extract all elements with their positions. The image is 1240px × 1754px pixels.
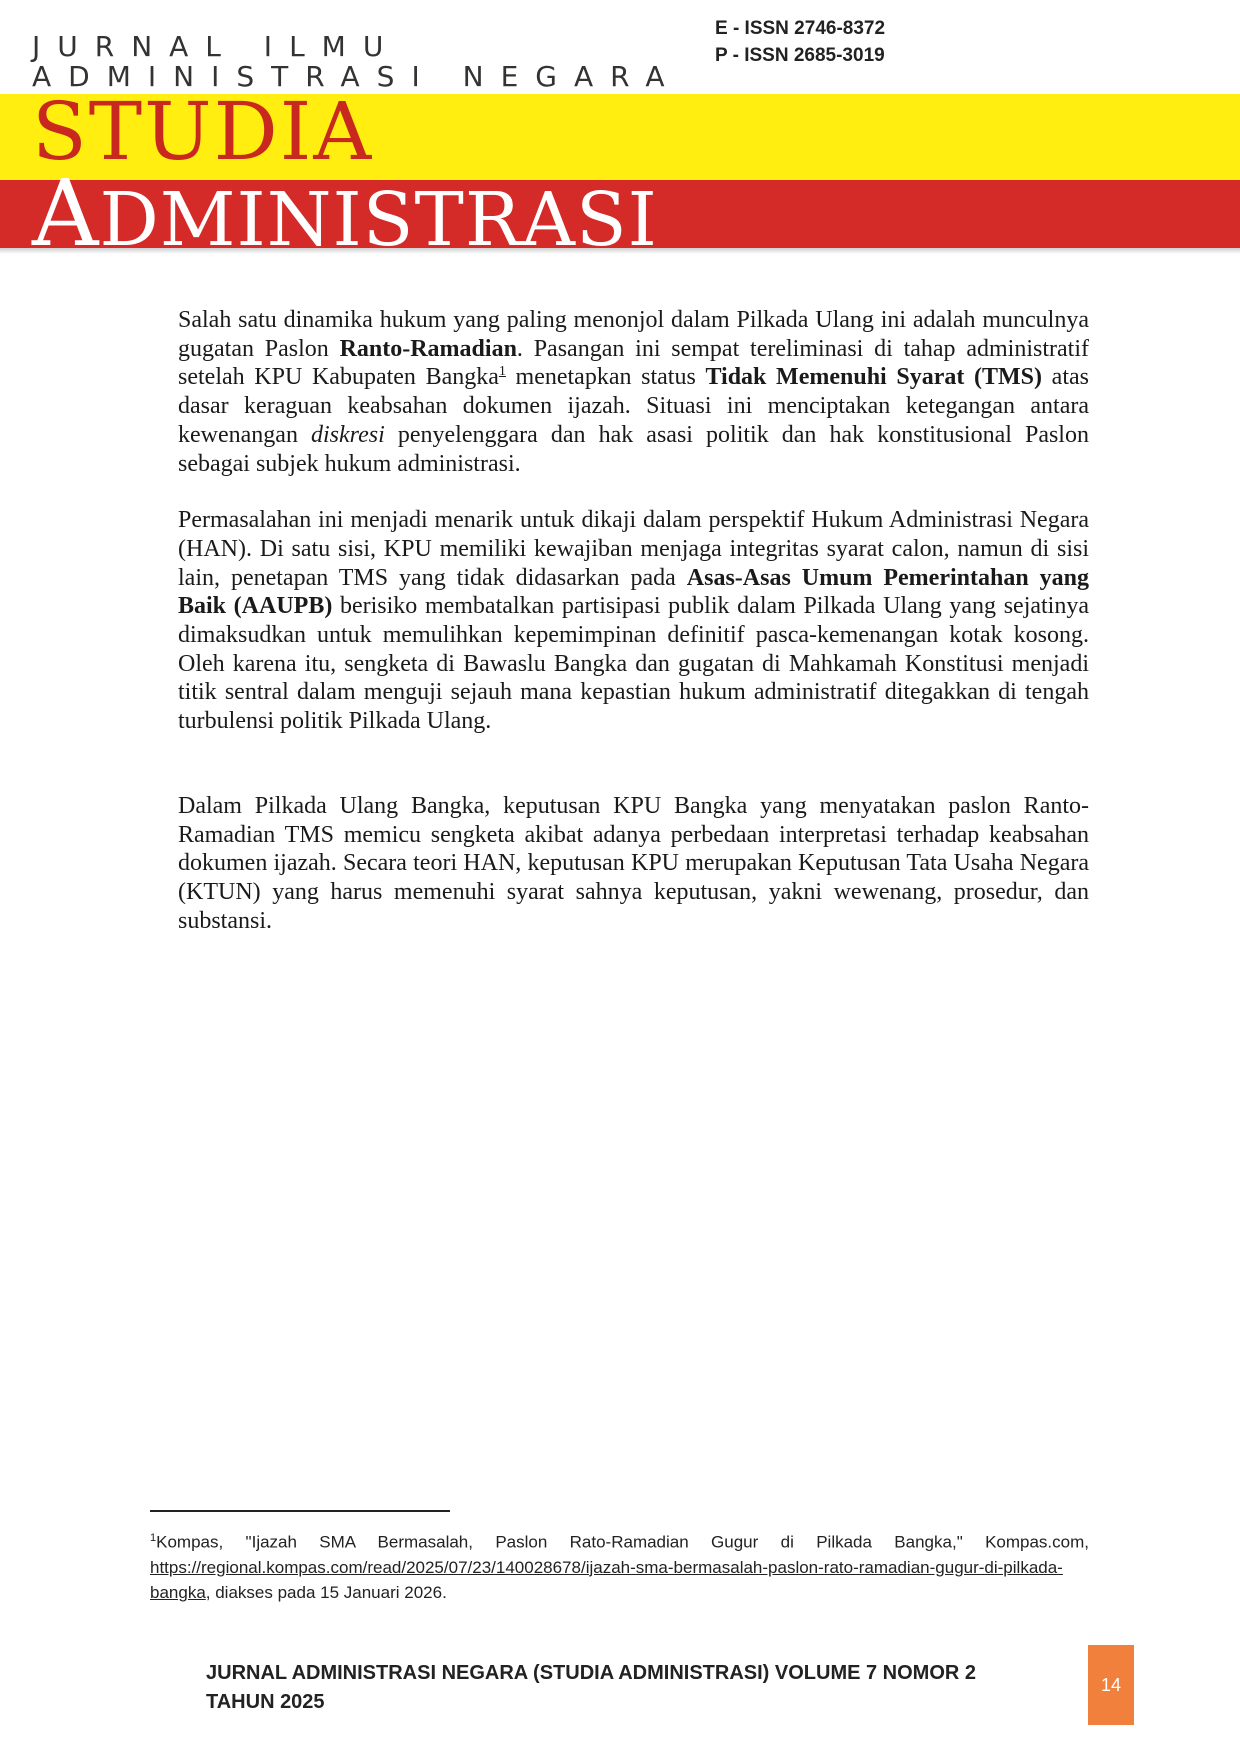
journal-name-line1: JURNAL ILMU — [32, 30, 401, 63]
p1-bold-tms: Tidak Memenuhi Syarat (TMS) — [705, 364, 1043, 391]
p1-text-3: menetapkan status — [505, 364, 706, 391]
footnote-link[interactable]: https://regional.kompas.com/read/2025/07/23/140028678/ijazah-sma-bermasalah-paslon-rato-ramadian-gugur-di-pilkada-bangka — [150, 1557, 1063, 1602]
page-number-badge — [1088, 1645, 1134, 1725]
masthead — [0, 0, 1240, 267]
article-body — [178, 306, 1089, 935]
p2-bold-aaupb: Asas-Asas Umum Pemerintahan yang Baik (AAUPB) — [178, 564, 1089, 620]
p1-text-1: Salah satu dinamika hukum yang paling menonjol dalam Pilkada Ulang ini adalah munculnya gugatan Paslon — [178, 307, 1089, 362]
logo-administrasi-cap: A — [32, 160, 100, 267]
footnote-number: 1 — [150, 1532, 157, 1544]
p1-bold-paslon: Ranto-Ramadian — [339, 335, 517, 362]
p1-text-2: . Pasangan ini sempat tereliminasi di tahap administratif setelah KPU Kabupaten Bangka — [178, 335, 1089, 391]
page-number: 14 — [1100, 1674, 1122, 1695]
footer-journal-title: JURNAL ADMINISTRASI NEGARA (STUDIA ADMINISTRASI) VOLUME 7 NOMOR 2 TAHUN 2025 — [206, 1662, 977, 1713]
logo-administrasi-rest: DMINISTRASI — [99, 177, 658, 263]
eissn-label: E - ISSN 2746-8372 — [715, 18, 886, 39]
logo-studia: STUDIA — [32, 85, 374, 178]
footnote-separator — [150, 1510, 450, 1512]
p1-italic-diskresi: diskresi — [311, 421, 385, 448]
p2-text-2: berisiko membatalkan partisipasi publik dalam Pilkada Ulang yang sejatinya dimaksudkan untuk memulihkan kepemimpinan definitif pasca-kemenangan kotak kosong. Oleh karena itu, sengketa di Bawaslu Bangka dan gugatan di Mahkamah Konstitusi menjadi titik sentral dalam menguji sejauh mana kepastian hukum administratif ditegakkan di tengah turbulensi politik Pilkada Ulang. — [178, 593, 1089, 735]
footnote-text: Kompas, "Ijazah SMA Bermasalah, Paslon Rato-Ramadian Gugur di Pilkada Bangka," Kompas.com, — [156, 1532, 1089, 1552]
p1-text-5: penyelenggara dan hak asasi politik dan hak konstitusional Paslon sebagai subjek hukum administrasi. — [178, 421, 1089, 477]
p1-text-4: atas dasar keraguan keabsahan dokumen ijazah. Situasi ini menciptakan ketegangan antara kewenangan — [178, 364, 1089, 448]
footnote-tail: , diakses pada 15 Januari 2026. — [205, 1582, 447, 1602]
logo-administrasi — [32, 160, 658, 267]
paragraph-1 — [178, 306, 1089, 478]
pissn-label: P - ISSN 2685-3019 — [715, 45, 885, 66]
footnote-ref-1[interactable]: 1 — [498, 364, 506, 380]
journal-name-line2: ADMINISTRASI NEGARA — [32, 60, 682, 93]
p2-text-1: Permasalahan ini menjadi menarik untuk dikaji dalam perspektif Hukum Administrasi Negara (HAN). Di satu sisi, KPU memiliki kewajiban menjaga integritas syarat calon, namun di sisi lain, penetapan TMS yang tidak didasarkan pada — [178, 507, 1089, 591]
paragraph-3: Dalam Pilkada Ulang Bangka, keputusan KPU Bangka yang menyatakan paslon Ranto-Ramadian TMS memicu sengketa akibat adanya perbedaan interpretasi terhadap keabsahan dokumen ijazah. Secara teori HAN, keputusan KPU merupakan Keputusan Tata Usaha Negara (KTUN) yang harus memenuhi syarat sahnya keputusan, yakni wewenang, prosedur, dan substansi. — [178, 792, 1089, 934]
paragraph-2 — [178, 506, 1089, 736]
footnote-1 — [150, 1526, 1089, 1605]
